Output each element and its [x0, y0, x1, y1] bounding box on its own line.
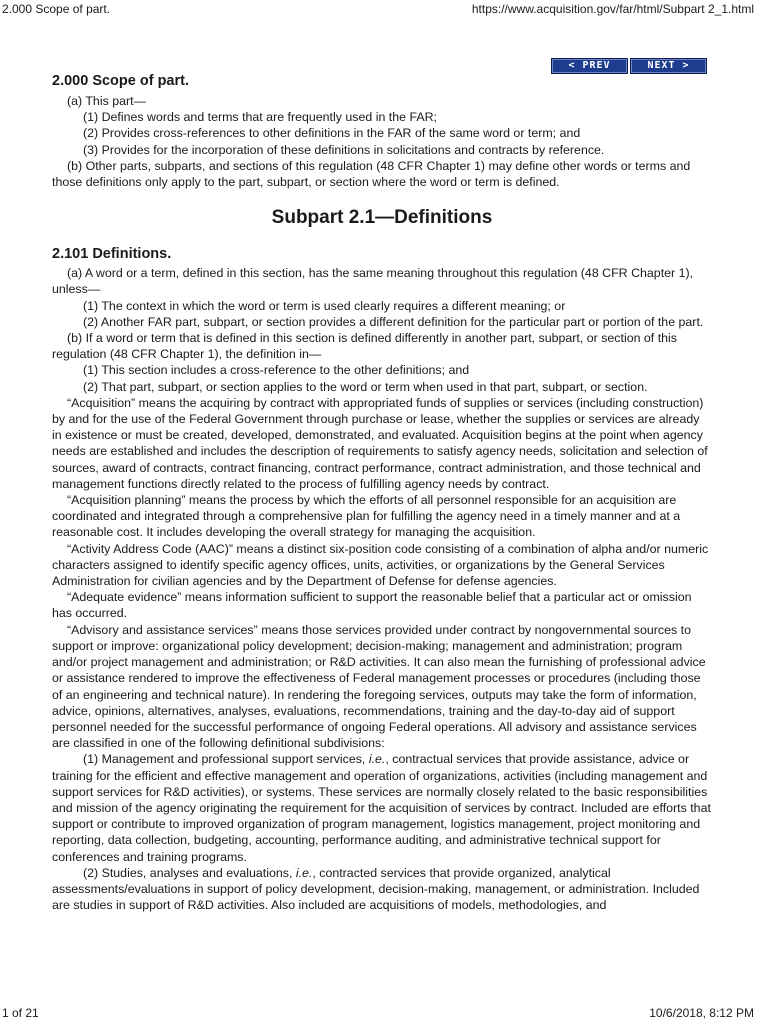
- advisory-1-lead: (1) Management and professional support services,: [83, 752, 369, 767]
- definition-aac: “Activity Address Code (AAC)” means a distinct six-position code consisting of a combination of alpha and/or numeric characters assigned to identify specific agency offices, units, activities, or organizations by the General Services Administration for civilian agencies and by the Department of Defense for defense agencies.: [52, 541, 709, 589]
- advisory-2-body: , contracted services that provide organized, analytical assessments/evaluations in support of policy development, decision-making, management, or administration. Included are studies in support of R&D activities. Also included are acquisitions of models, methodologies, and: [52, 865, 700, 913]
- section-2101-b: (b) If a word or term that is defined in this section is defined differently in another part, subpart, or section of this regulation (48 CFR Chapter 1), the definition in—: [52, 331, 677, 362]
- subpart-title: Subpart 2.1—Definitions: [271, 207, 493, 229]
- section-2000-a2: (2) Provides cross-references to other definitions in the FAR of the same word or term; and: [83, 126, 581, 141]
- advisory-subdivision-1: [52, 751, 712, 864]
- section-2000-b: (b) Other parts, subparts, and sections of this regulation (48 CFR Chapter 1) may define other words or terms and those definitions only apply to the part, subpart, or section where the word or term is defined.: [52, 158, 691, 190]
- document-body: [52, 70, 712, 913]
- advisory-2-ie: i.e.: [295, 865, 313, 880]
- section-2101-b1: (1) This section includes a cross-reference to the other definitions; and: [83, 363, 470, 378]
- print-footer: [0, 1006, 768, 1024]
- advisory-2-lead: (2) Studies, analyses and evaluations,: [83, 865, 296, 880]
- section-2101-a1: (1) The context in which the word or term is used clearly requires a different meaning; or: [83, 298, 566, 313]
- section-2000-a3: (3) Provides for the incorporation of these definitions in solicitations and contracts by reference.: [83, 142, 605, 157]
- advisory-subdivision-2: [52, 865, 712, 914]
- section-2000-heading: 2.000 Scope of part.: [52, 73, 189, 89]
- print-header-url: https://www.acquisition.gov/far/html/Subpart 2_1.html: [471, 2, 754, 16]
- definition-acquisition: “Acquisition” means the acquiring by contract with appropriated funds of supplies or services (including construction) by and for the use of the Federal Government through purchase or lease, whether the supplies or services are already in existence or must be created, developed, demonstrated, and evaluated. Acquisition begins at the point when agency needs are established and includes the description of requirements to satisfy agency needs, solicitation and selection of sources, award of contracts, contract financing, contract performance, contract administration, and those technical and management functions directly related to the process of fulfilling agency needs by contract.: [52, 395, 708, 491]
- page-number: 1 of 21: [2, 1006, 39, 1020]
- section-2101-heading: 2.101 Definitions.: [52, 246, 172, 263]
- next-button[interactable]: NEXT >: [630, 58, 707, 74]
- print-timestamp: 10/6/2018, 8:12 PM: [649, 1006, 754, 1020]
- print-header: [0, 0, 768, 16]
- advisory-1-ie: i.e.: [368, 752, 386, 767]
- definition-adequate-evidence: “Adequate evidence” means information sufficient to support the reasonable belief that a particular act or omission has occurred.: [52, 590, 692, 621]
- section-2101-b2: (2) That part, subpart, or section applies to the word or term when used in that part, subpart, or section.: [83, 379, 648, 394]
- section-2101-a2: (2) Another FAR part, subpart, or section provides a different definition for the particular part or portion of the part.: [83, 314, 704, 329]
- print-header-title: 2.000 Scope of part.: [2, 2, 111, 16]
- definition-advisory-services: “Advisory and assistance services” means those services provided under contract by nongovernmental sources to support or improve: organizational policy development; decision-making; management and administration; program and/or project management and administration; or R&D activities. It can also mean the furnishing of professional advice or assistance rendered to improve the effectiveness of Federal management processes or procedures (including those of an engineering and technical nature). In rendering the foregoing services, outputs may take the form of information, advice, opinions, alternatives, analyses, evaluations, recommendations, training and the day-to-day aid of support personnel needed for the successful performance of ongoing Federal operations. All advisory and assistance services are classified in one of the following definitional subdivisions:: [52, 622, 706, 751]
- section-2101-a: (a) A word or a term, defined in this section, has the same meaning throughout this regulation (48 CFR Chapter 1), unless—: [52, 266, 694, 297]
- section-2000-a1: (1) Defines words and terms that are frequently used in the FAR;: [83, 110, 437, 125]
- advisory-1-body: , contractual services that provide assistance, advice or training for the efficient and effective management and operation of organizations, activities (including management and support services for R&D activities), or systems. These services are normally closely related to the basic responsibilities and mission of the agency originating the requirement for the acquisition of services by contract. Included are efforts that support or contribute to improved organization of program management, logistics management, project monitoring and reporting, data collection, budgeting, accounting, performance auditing, and administrative technical support for conferences and training programs.: [52, 752, 711, 864]
- definition-acquisition-planning: “Acquisition planning” means the process by which the efforts of all personnel responsible for an acquisition are coordinated and integrated through a comprehensive plan for fulfilling the agency need in a timely manner and at a reasonable cost. It includes developing the overall strategy for managing the acquisition.: [52, 493, 681, 540]
- prev-button[interactable]: < PREV: [551, 58, 628, 74]
- section-2000-a: (a) This part—: [67, 94, 146, 108]
